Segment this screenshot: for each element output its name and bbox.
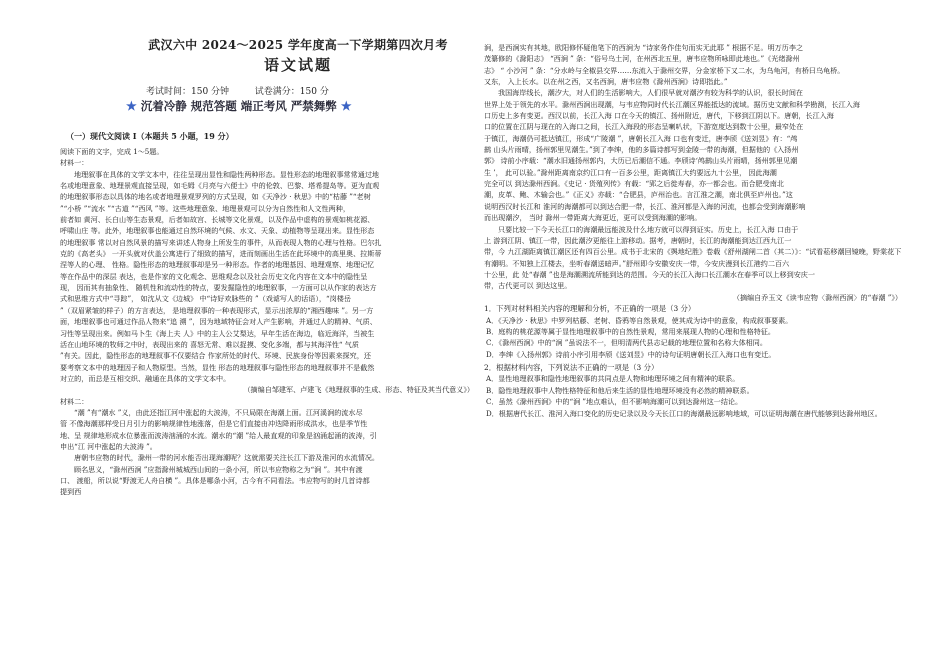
star-icon: ★ xyxy=(340,99,352,113)
material1-source: （摘编自邹建军、卢建飞《地理叙事的生成、形态、特征及其当代意义》） xyxy=(243,385,474,395)
text-line: 地、呈 规律地形成水位暴涨而波涛汹涌的水流。潮水的“潮 ”给人最直观的印象是汹涌起涌的波涛，引 xyxy=(60,430,377,440)
right-column xyxy=(484,0,918,671)
question-option: C．虽然《滁州西涧》中的“涧 ”地点难认，但不影响海潮可以到达滁州这一结论。 xyxy=(486,397,743,407)
question-option: B．庭构的桃花源等属于显性地理叙事中的自然性景观，常用来展现人物的心理和性格特征。 xyxy=(486,326,775,336)
question-option: C．《滁州西涧》中的“涧 ”虽说法不一，但明清两代县志记载的地理位置和名称大体相同。 xyxy=(486,338,767,348)
text-line: 郭》 诗前小序载：“潮水旧通扬州郭内，大历已后潮信不通。李颀诗‘鸬鹚山头片雨晴，扬州郭里见潮 xyxy=(484,156,798,166)
text-line: 前者如 黄河、长白山等生态景观，后者如故宫、长城等文化景观，以及作品中虚构的景观如桃花源、 xyxy=(60,215,375,225)
exam-full-score: 试卷满分：150 分 xyxy=(254,87,329,97)
text-line: 世界上处于领先的水平。滁州西涧出现潮，与韦应物同时代长江潮区界能抵达的流域。据历史文献和科学勘测，长江入海 xyxy=(484,99,860,109)
text-line: 涅等人的心理、 性格。隐性形态的地理叙事却是另一种形态。作者的地理基因、地理观察、地理记忆 xyxy=(60,260,375,270)
exam-school-line: 武汉六中 2024～2025 学年度高一下学期第四次月考 xyxy=(148,38,448,52)
text-line: 志》 “ 小沙河 ” 条：“分水岭与全椒县交界……东流入于滁州交界，分金家桥下又二水，为乌龟河，有桥曰乌龟桥。 xyxy=(484,65,845,75)
exam-meta xyxy=(146,84,466,97)
question-1 xyxy=(484,303,918,360)
text-line: 茂纂修的《滁阳志》 “西涧 ” 条：“俗号乌土河，在州西北五里，唐韦应物所咏即此地也。”《光绪滁州 xyxy=(484,54,800,64)
text-line: 克的《高老头》 一开头就对伏盖公寓进行了细致的描写，进而刻画出生活在此环境中的高里奥、拉斯蒂 xyxy=(60,249,382,259)
left-body xyxy=(60,131,490,498)
text-line: 等在作品中的深层 表达，也是作家的文化观念、思维观念以及社会历史文化内容在文本中的隐性呈 xyxy=(60,271,368,281)
text-line: 现， 因而其有抽象性、 随机性和流动性的特点，要发掘隐性的地理叙事，一方面可以从作家的表达方 xyxy=(60,283,377,293)
exam-time: 考试时间：150 分钟 xyxy=(146,87,230,97)
text-line: 于镇江，海潮仍可抵达镇江，形成“广陵潮 ”，唐朝长江入海 口也有变迁，唐李颀《送刘昱》有：“鸬 xyxy=(484,133,798,143)
text-line: 又东， 入上长水。以在州之西，又名西涧，唐韦应物《滁州西涧》诗即指此。” xyxy=(484,77,728,87)
text-line: ”（双眉紧皱的样子）的方言表达， 是地理叙事的一种表现形式，显示出浓厚的“湘西趣味 ”。另一方 xyxy=(60,305,374,315)
text-line: 带，古代更可以 到达这里。 xyxy=(484,281,572,291)
text-line: 提到西 xyxy=(60,487,82,497)
text-line: 完全可以 到达滁州西涧。《史记 · 货殖列传》有载：“郢之后徙寿春，亦一都会也。而合肥受南北 xyxy=(484,179,784,189)
question-stem: 1．下列对材料相关内容的理解和分析，不正确的一项是（3 分） xyxy=(484,303,696,313)
material1-text xyxy=(60,169,490,385)
text-line: 口历史上多有变更。西汉以前，长江入海 口在今天的镇江、扬州附近，唐代，下移到江阴以下。唐朝，长江入海 xyxy=(484,111,834,121)
text-line: 我国海岸线长，潮汐大，对人们的生活影响大，人们很早就对潮汐有较为科学的认识，很长时间在 xyxy=(498,88,804,98)
text-line: 管 不像海潮那样受日月引力的影响规律性地涨落，但是它们直接由冲迭降雨形成洪水，也是季节性 xyxy=(60,419,368,429)
text-line: 上 游到江阴、镇江一带，因此潮汐更能往上游移动。据考，唐朝时，长江的海潮能到达江西九江一 xyxy=(484,235,792,245)
text-line: 有潮明。不知独上江楼去，坐听春潮送暗声。”舒州即今安徽安庆一带，今安庆漫到长江港约二百六 xyxy=(484,258,790,268)
material2-source: （摘编自乔玉文《读韦应物〈滁州西涧〉的“春潮 ”》） xyxy=(732,292,902,302)
text-line: 式和思维方式中“寻踪”， 如沈从文《边城》 中“诗好欢脉些的 ”（戏谑写人的话语），“岗楼岳 xyxy=(60,294,351,304)
instruction: 阅读下面的文字，完成 1～5题。 xyxy=(60,147,164,156)
material2-label: 材料二： xyxy=(60,396,89,406)
question-stem: 2．根据材料内容，下列说法不正确的一项是（3 分） xyxy=(484,362,659,372)
text-line: “潮 ”有“潮水 ”义，由此还指江河中涨起的大波涛，不只局限在海潮上面。江河溪涧的流水尽 xyxy=(74,407,363,417)
text-line: 只要比较一下今天长江口的海潮最远能波及什么地方就可以得到证实。历史上，长江入海 口由于 xyxy=(498,224,799,234)
text-line: 面，地理叙事也可通过作品人物来“追 溯 ”，因为地域特征会对人产生影响，并通过人的精神、气质、 xyxy=(60,317,377,327)
text-line: 口、 渡船，所以说“野渡无人舟自横 ”。具体是哪条小河，古今有不同看法。韦应物写的时几首诗都 xyxy=(60,475,370,485)
text-line: 潮，皮革、鲍、木输会也。”《正义》亦载：“合肥县，庐州治也。言江淮之潮，南北俱至庐州也。”这 xyxy=(484,190,793,200)
text-line: 的地理叙事形态以具体的地名或者地理景观罗列的方式呈现，如《天净沙 · 秋思》中的“枯藤 ”“老树 xyxy=(60,192,371,202)
text-line: 名或地理意象、地理景观直接呈现，如毛姆《月亮与六便士》中的伦敦、巴黎、塔希提岛等。更为直观 xyxy=(60,181,380,191)
text-line: 的地理叙事 常以对自然风景的描写来讲述人物身上所发生的事件，从而表现人物的心理与性格。巴尔扎 xyxy=(60,237,382,247)
text-line: 活在山地环境的牧师之中时，表现出来的 喜怒无常、难以捉摸、变化多端，都与其海洋性“ 气质 xyxy=(60,339,359,349)
text-line: 鹚 山头片雨晴，扬州郭里见潮生。”到了李绅，他的多篇诗都写到金陵一带的海潮，但据他的《入扬州 xyxy=(484,145,799,155)
material1-label: 材料一： xyxy=(60,158,89,168)
text-line: 唐朝韦应物的时代，滁州一带的河水能否出现海潮呢？这就需要关注长江下游及淮河的水流情况。 xyxy=(74,453,380,463)
motto-text: 沉着冷静 规范答题 端正考风 严禁舞弊 xyxy=(140,99,337,113)
text-line: 顾名思义，“滁州西涧 ”应指滁州城城西山间的一条小河，所以韦应物称之为“涧 ”。其中有渡 xyxy=(74,464,363,474)
question-option: A．显性地理叙事和隐性地理叙事的共同点是人物和地理环境之间有精神的联系。 xyxy=(486,374,740,384)
text-line: 而出现潮汐， 当时 滁州一带距离大海更近，更可以受到海潮的影响。 xyxy=(484,213,702,223)
exam-title: 语文试题 xyxy=(263,56,332,74)
question-option: D．根据唐代长江、淮河入海口变化的历史记录以及今天长江口的海潮最远影响地域，可以证明海潮在唐代能够到达滁州地区。 xyxy=(486,408,882,418)
material2-text xyxy=(60,407,490,498)
question-option: A．《天净沙 · 秋思》中罗列枯藤、老树、昏鸦等自然景观，使其成为诗中的意象，构成叙事要素。 xyxy=(486,315,793,325)
text-line: 口的位置在江阴与现在的入海口之间，长江入海段的形态呈喇叭状，下游宽度达到数十公里，最窄处在 xyxy=(484,122,804,132)
question-2 xyxy=(484,362,918,419)
text-line: 要考察文本中的地理因子和人物原型。当然，显性 形态的地理叙事与隐性形态的地理叙事并不是截然 xyxy=(60,362,375,372)
question-option: D．李绅《入扬州郭》诗前小序引用李颀《送刘昱》中的诗句证明唐朝长江入海口也有变迁。 xyxy=(486,349,776,359)
right-body xyxy=(484,42,918,419)
section-heading: （一）现代文阅读 Ⅰ（本题共 5 小题，19 分） xyxy=(66,131,234,141)
text-line: 申出“江 河中涨起的大波涛 ”。 xyxy=(60,441,157,451)
text-line: 带，今 九江湖距离镇江潮区还有四百公里。成书于北宋的《舆地纪胜》卷载《舒州湖闸二首（其二）》：“试看菘移潮回镜晚，野棠花下 xyxy=(484,247,902,257)
text-line: 对立的，而总是互相交织、融通在具体的文学文本中。 xyxy=(60,373,231,383)
left-column xyxy=(60,0,490,671)
text-line: 地理叙事在具体的文学文本中，往往呈现出显性和隐性两种形态。显性形态的地理叙事常常通过地 xyxy=(74,169,380,179)
text-line: 习性等呈现出来。例如马卜生《海上夫 人》中的主人公艾梨达，早年生活在海边，临近海洋，当被生 xyxy=(60,328,375,338)
text-line: ”有关。因此，隐性形态的地理叙事不仅要结合 作家所处的时代、环境、民族身份等因素来探究，还 xyxy=(60,351,371,361)
question-option: B．隐性地理叙事中人物性格特征和他后来生活的显性地理环境没有必然的精神联系。 xyxy=(486,385,754,395)
text-line: 十公里，此 处“春潮 ”也是海潮溯流所能到达的范围。今天的长江入海口长江潮水在春季可以上移到安庆一 xyxy=(484,269,815,279)
text-line: 说明西汉时长江和 淮河的海潮都可以到达合肥一带，长江、淮河都是入海的河流，也都会受到海潮影响 xyxy=(484,201,806,211)
text-line: 涧，是西涧实有其地，欧阳修怀疑他笔下的西涧为 “诗家务作佳句而实无此耶 ” 根据不足。明万历李之 xyxy=(484,43,804,52)
text-line: 生 ’， 此可以验。”滁州距离南京约江口有一百多公里，距离镇江大约要远九十公里， 因此海潮 xyxy=(484,167,777,177)
text-line: ”“小桥 ”“流水 ”“古道 ”“西风 ”等。这些地理意象、地理景观可以分为自然性和人文性两种， xyxy=(60,203,350,213)
exam-motto xyxy=(126,98,486,114)
star-icon: ★ xyxy=(126,99,137,113)
text-line: 呼啸山庄 等。此外，地理叙事也能通过自然环境的气候、水文、天象、动植物等呈现出来。显性形态 xyxy=(60,226,375,236)
